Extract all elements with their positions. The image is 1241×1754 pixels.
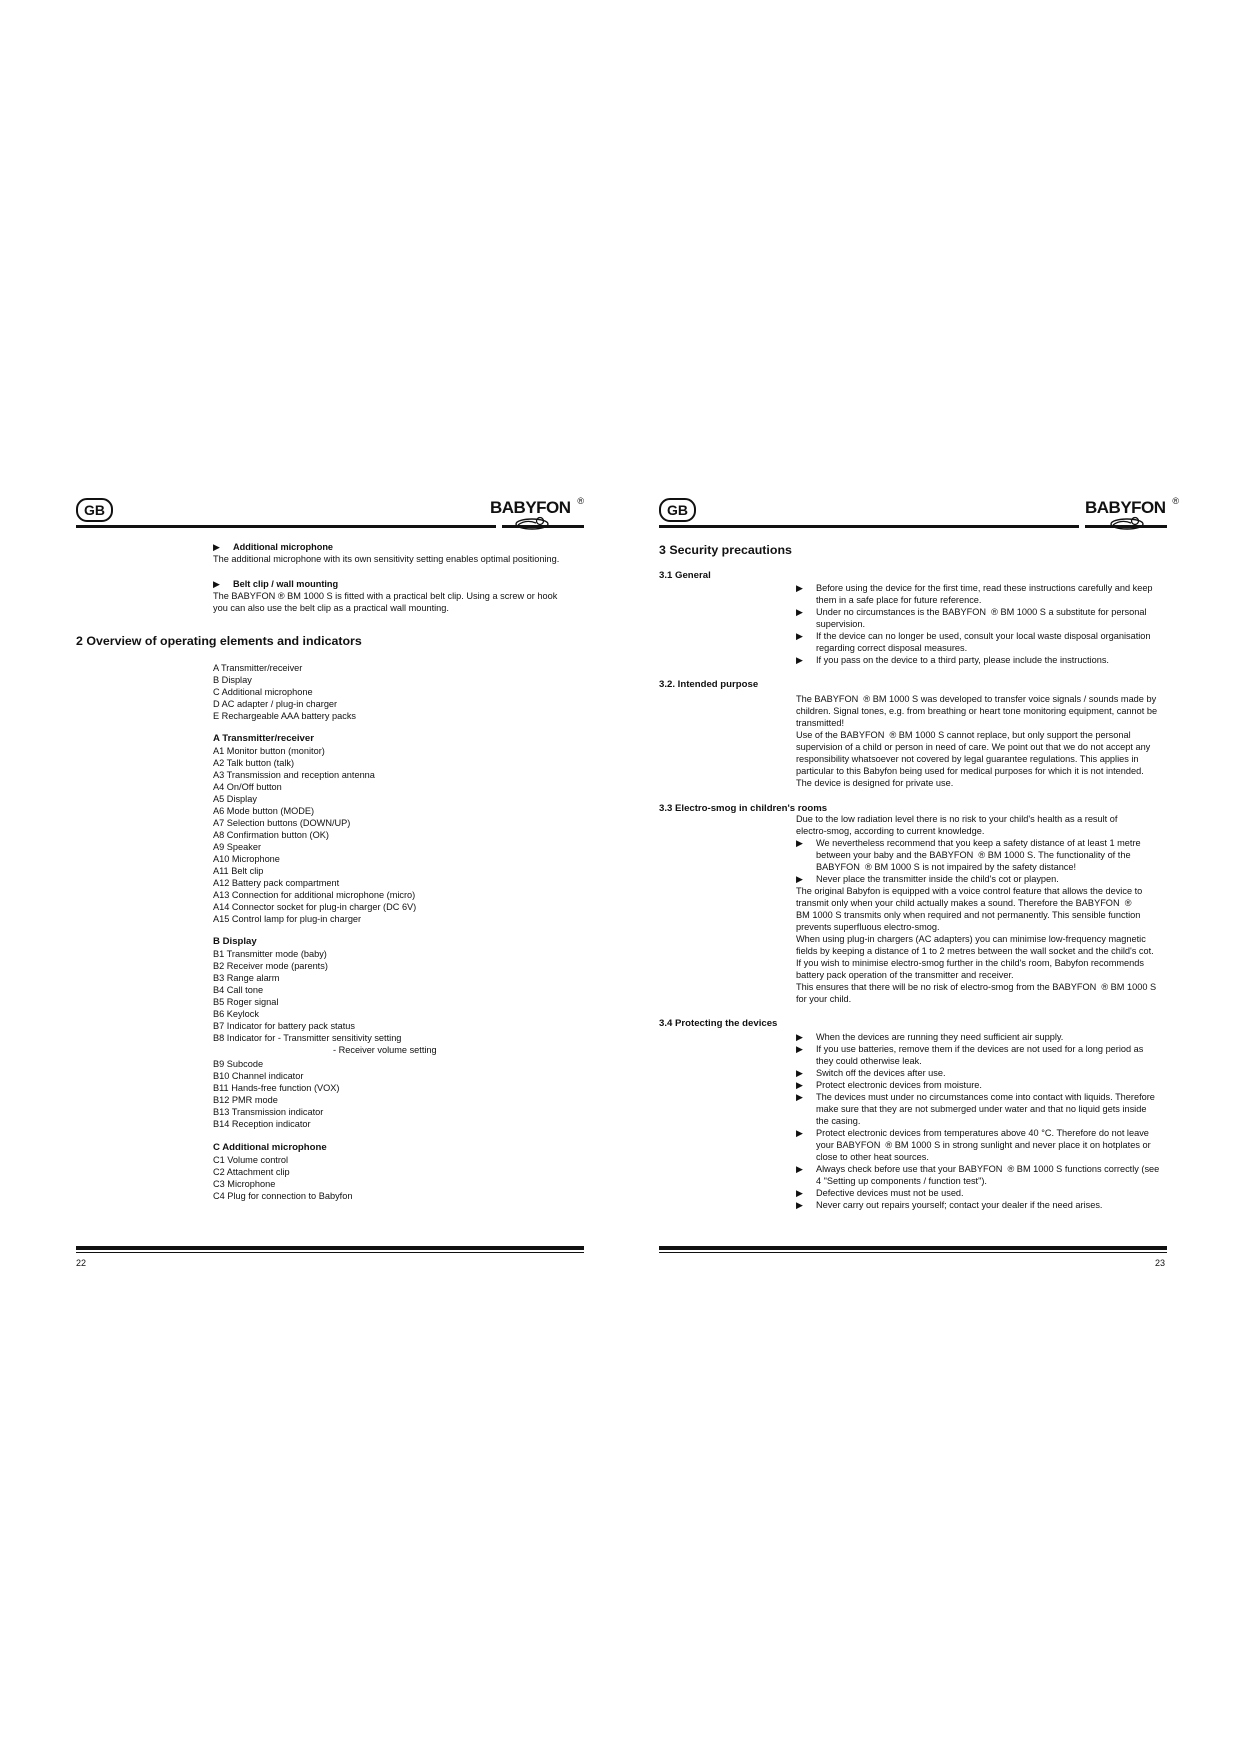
bullet-continuation: them in a safe place for future reference. [816,595,982,605]
bullet-text: Protect electronic devices from temperatures above 40 °C. Therefore do not leave [816,1128,1149,1138]
bullet-arrow-icon: ▶ [796,655,803,665]
paragraph-line: This ensures that there will be no risk of electro-smog from the BABYFON ® BM 1000 S [796,982,1157,992]
bullet-text: Never carry out repairs yourself; contact your dealer if the need arises. [816,1200,1103,1210]
page-number: 22 [76,1258,87,1268]
list-item: B6 Keylock [213,1009,259,1019]
bullet-text: We nevertheless recommend that you keep a safety distance of at least 1 metre [816,838,1141,848]
bullet-continuation: 4 "Setting up components / function test"). [816,1176,987,1186]
bullet-title: Belt clip / wall mounting [233,579,339,589]
list-item: D AC adapter / plug-in charger [213,699,338,709]
list-item: A13 Connection for additional microphone (micro) [213,890,416,900]
bullet-text: Defective devices must not be used. [816,1188,964,1198]
paragraph-line: responsibility whatsoever not covered by legal guarantee regulations. This applies in [796,754,1139,764]
bullet-text: Never place the transmitter inside the child's cot or playpen. [816,874,1059,884]
header-rule [76,525,496,528]
group-title: B Display [213,936,257,947]
page-number: 23 [1155,1258,1166,1268]
logo-wordmark: BABYFON [1085,498,1166,517]
list-item: B4 Call tone [213,985,264,995]
left-page [76,498,596,1290]
list-item: C2 Attachment clip [213,1167,290,1177]
list-item: - Receiver volume setting [333,1045,437,1055]
list-item: B3 Range alarm [213,973,280,983]
list-item: C3 Microphone [213,1179,276,1189]
paragraph-line: prevents superfluous electro-smog. [796,922,940,932]
footer-rule [659,1246,1167,1250]
section-title: 2 Overview of operating elements and indicators [76,634,362,648]
paragraph-line: The BABYFON ® BM 1000 S is fitted with a practical belt clip. Using a screw or hook [213,591,558,601]
list-item: B2 Receiver mode (parents) [213,961,328,971]
bullet-arrow-icon: ▶ [796,1044,803,1054]
list-item: B5 Roger signal [213,997,279,1007]
bullet-arrow-icon: ▶ [796,1068,803,1078]
registered-mark: ® [1172,496,1179,506]
bullet-continuation: close to other heat sources. [816,1152,929,1162]
paragraph-line: When using plug-in chargers (AC adapters) you can minimise low-frequency magnetic [796,934,1146,944]
list-item: B12 PMR mode [213,1095,278,1105]
bullet-continuation: supervision. [816,619,866,629]
paragraph-line: BM 1000 S transmits only when required and not permanently. This sensible function [796,910,1141,920]
list-item: A7 Selection buttons (DOWN/UP) [213,818,351,828]
paragraph-line: for your child. [796,994,852,1004]
paragraph-line: electro-smog, according to current knowledge. [796,826,985,836]
list-item: A8 Confirmation button (OK) [213,830,329,840]
bullet-arrow-icon: ▶ [796,1188,803,1198]
list-item: A Transmitter/receiver [213,663,303,673]
list-item: A6 Mode button (MODE) [213,806,315,816]
list-item: A4 On/Off button [213,782,282,792]
bullet-arrow-icon: ▶ [796,1080,803,1090]
list-item: A12 Battery pack compartment [213,878,340,888]
list-item: A15 Control lamp for plug-in charger [213,914,362,924]
list-item: C4 Plug for connection to Babyfon [213,1191,353,1201]
list-item: A10 Microphone [213,854,280,864]
list-item: B11 Hands-free function (VOX) [213,1083,340,1093]
bullet-arrow-icon: ▶ [796,1164,803,1174]
header-rule [659,525,1079,528]
bullet-arrow-icon: ▶ [796,631,803,641]
subsection-title: 3.3 Electro-smog in children's rooms [659,803,828,814]
paragraph-line: Use of the BABYFON ® BM 1000 S cannot replace, but only support the personal [796,730,1131,740]
footer-rule-thin [76,1252,584,1253]
paragraph-line: The BABYFON ® BM 1000 S was developed to transfer voice signals / sounds made by [796,694,1157,704]
list-item: A5 Display [213,794,257,804]
subsection-title: 3.1 General [659,570,711,581]
list-item: B9 Subcode [213,1059,264,1069]
list-item: C1 Volume control [213,1155,289,1165]
footer-rule-thin [659,1252,1167,1253]
bullet-arrow-icon: ▶ [796,1032,803,1042]
paragraph-line: supervision of a child or person in need of care. We point out that we do not accept any [796,742,1151,752]
right-page [659,498,1179,1290]
bullet-continuation: your BABYFON ® BM 1000 S in strong sunlight and never place it on hotplates or [816,1140,1151,1150]
list-item: B14 Reception indicator [213,1119,311,1129]
country-badge: GB [659,498,696,522]
list-item: A14 Connector socket for plug-in charger (DC 6V) [213,902,417,912]
list-item: A3 Transmission and reception antenna [213,770,375,780]
paragraph-line: particular to this Babyfon being used for medical purposes for which it is not intended. [796,766,1144,776]
list-item: B13 Transmission indicator [213,1107,324,1117]
header-rule-right [1085,525,1167,528]
bullet-text: Before using the device for the first time, read these instructions carefully and keep [816,583,1153,593]
bullet-arrow-icon: ▶ [796,607,803,617]
group-title: A Transmitter/receiver [213,733,314,744]
bullet-text: If you pass on the device to a third party, please include the instructions. [816,655,1109,665]
bullet-arrow-icon: ▶ [796,1200,803,1210]
bullet-text: Protect electronic devices from moisture. [816,1080,982,1090]
list-item: B7 Indicator for battery pack status [213,1021,355,1031]
bullet-text: If the device can no longer be used, consult your local waste disposal organisation [816,631,1151,641]
bullet-arrow-icon: ▶ [796,1128,803,1138]
bullet-title: Additional microphone [233,542,334,552]
bullet-continuation: they could otherwise leak. [816,1056,922,1066]
bullet-arrow-icon: ▶ [796,1092,803,1102]
group-title: C Additional microphone [213,1142,327,1153]
bullet-arrow-icon: ▶ [796,583,803,593]
subsection-title: 3.4 Protecting the devices [659,1018,778,1029]
country-badge: GB [76,498,113,522]
paragraph-line: The additional microphone with its own sensitivity setting enables optimal positioning. [213,554,560,564]
header-rule-right [502,525,584,528]
subsection-title: 3.2. Intended purpose [659,679,759,690]
bullet-text: The devices must under no circumstances come into contact with liquids. Therefore [816,1092,1155,1102]
list-item: A1 Monitor button (monitor) [213,746,325,756]
bullet-continuation: between your baby and the BABYFON ® BM 1000 S. The functionality of the [816,850,1131,860]
bullet-continuation: BABYFON ® BM 1000 S is not impaired by the safety distance! [816,862,1077,872]
bullet-continuation: make sure that they are not submerged under water and that no liquid gets inside [816,1104,1147,1114]
paragraph-line: fields by keeping a distance of 1 to 2 metres between the wall socket and the child's cot. [796,946,1154,956]
logo-baby-icon [512,515,552,531]
logo-wordmark: BABYFON [490,498,571,517]
section-title: 3 Security precautions [659,543,792,557]
list-item: B1 Transmitter mode (baby) [213,949,327,959]
list-item: B8 Indicator for - Transmitter sensitivity setting [213,1033,402,1043]
bullet-arrow-icon: ▶ [796,838,803,848]
paragraph-line: children. Signal tones, e.g. from breathing or heart tone monitoring equipment, cannot be [796,706,1158,716]
bullet-text: When the devices are running they need sufficient air supply. [816,1032,1064,1042]
list-item: A9 Speaker [213,842,262,852]
bullet-arrow-icon: ▶ [213,579,220,589]
list-item: B10 Channel indicator [213,1071,304,1081]
list-item: A2 Talk button (talk) [213,758,295,768]
list-item: E Rechargeable AAA battery packs [213,711,357,721]
bullet-text: If you use batteries, remove them if the devices are not used for a long period as [816,1044,1144,1054]
paragraph-line: you can also use the belt clip as a practical wall mounting. [213,603,449,613]
paragraph-line: The device is designed for private use. [796,778,954,788]
paragraph-line: If you wish to minimise electro-smog further in the child's room, Babyfon recommends [796,958,1144,968]
list-item: C Additional microphone [213,687,313,697]
bullet-text: Switch off the devices after use. [816,1068,946,1078]
list-item: A11 Belt clip [213,866,264,876]
bullet-text: Always check before use that your BABYFON ® BM 1000 S functions correctly (see [816,1164,1160,1174]
paragraph-line: transmitted! [796,718,844,728]
paragraph-line: transmit only when your child actually makes a sound. Therefore the BABYFON ® [796,898,1132,908]
bullet-text: Under no circumstances is the BABYFON ® BM 1000 S a substitute for personal [816,607,1147,617]
bullet-continuation: regarding correct disposal measures. [816,643,968,653]
bullet-continuation: the casing. [816,1116,861,1126]
bullet-arrow-icon: ▶ [213,542,220,552]
list-item: B Display [213,675,252,685]
paragraph-line: battery pack operation of the transmitter and receiver. [796,970,1014,980]
footer-rule [76,1246,584,1250]
paragraph-line: Due to the low radiation level there is no risk to your child's health as a result of [796,814,1118,824]
logo-baby-icon [1107,515,1147,531]
registered-mark: ® [577,496,584,506]
paragraph-line: The original Babyfon is equipped with a voice control feature that allows the device to [796,886,1143,896]
bullet-arrow-icon: ▶ [796,874,803,884]
